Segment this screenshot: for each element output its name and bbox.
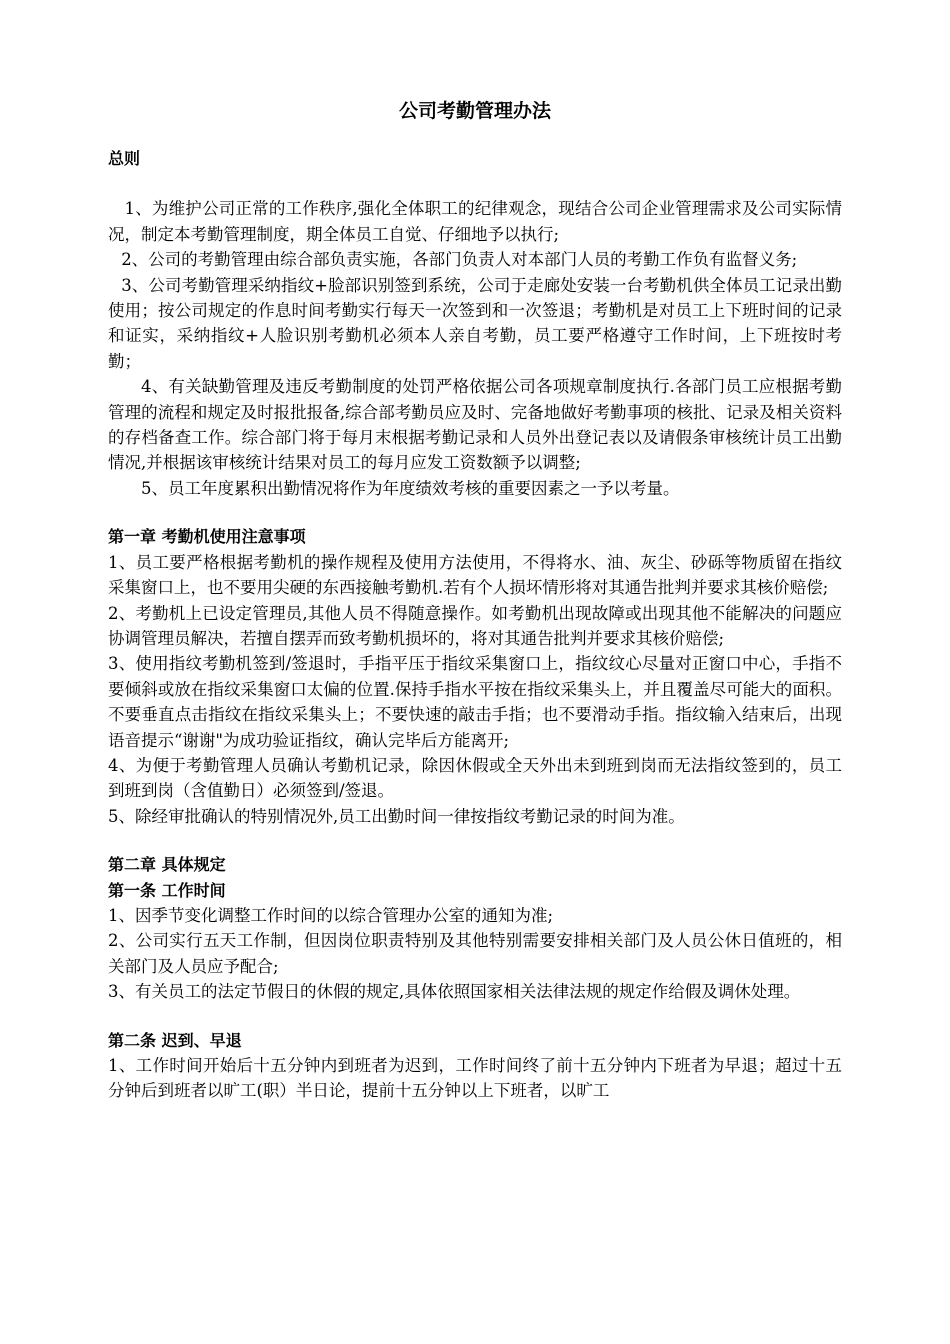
- general-item-3: 3、公司考勤管理采纳指纹+脸部识别签到系统，公司于走廊处安装一台考勤机供全体员工记录出勤使用；按公司规定的作息时间考勤实行每天一次签到和一次签退；考勤机是对员工上下班时间的记录和证实，采纳指纹+人脸识别考勤机必须本人亲自考勤，员工要严格遵守工作时间，上下班按时考勤；: [108, 275, 842, 371]
- chapter1-item-2: 2、考勤机上已设定管理员,其他人员不得随意操作。如考勤机出现故障或出现其他不能解决的问题应协调管理员解决，若擅自摆弄而致考勤机损坏的，将对其通告批判并要求其核价赔偿;: [108, 603, 842, 648]
- chapter1-item-5: 5、除经审批确认的特别情况外,员工出勤时间一律按指纹考勤记录的时间为准。: [108, 806, 685, 826]
- chapter1-heading: 第一章 考勤机使用注意事项: [108, 527, 306, 547]
- document-title: 公司考勤管理办法: [398, 100, 551, 122]
- spacer: [108, 829, 842, 852]
- chapter1-item-1: 1、员工要严格根据考勤机的操作规程及使用方法使用，不得将水、油、灰尘、砂砾等物质留在指纹采集窗口上，也不要用尖硬的东西接触考勤机.若有个人损坏情形将对其通告批判并要求其核价赔偿;: [108, 552, 842, 598]
- chapter1-item-4: 4、为便于考勤管理人员确认考勤机记录，除因休假或全天外出未到班到岗而无法指纹签到的，员工到班到岗（含值勤日）必须签到/签退。: [108, 755, 842, 801]
- general-item-2: 2、公司的考勤管理由综合部负责实施，各部门负责人对本部门人员的考勤工作负有监督义务;: [121, 250, 798, 270]
- spacer: [108, 501, 842, 524]
- article1-heading: 第一条 工作时间: [108, 880, 226, 900]
- chapter2-heading: 第二章 具体规定: [108, 855, 226, 875]
- document-body: [108, 96, 842, 1104]
- spacer: [108, 1005, 842, 1028]
- article2-item-1: 1、工作时间开始后十五分钟内到班者为迟到，工作时间终了前十五分钟内下班者为早退；超过十五分钟后到班者以旷工(职）半日论，提前十五分钟以上下班者，以旷工: [108, 1056, 842, 1101]
- general-item-1: 1、为维护公司正常的工作秩序,强化全体职工的纪律观念，现结合公司企业管理需求及公司实际情况，制定本考勤管理制度，期全体员工自觉、仔细地予以执行;: [108, 199, 842, 244]
- article1-item-1: 1、因季节变化调整工作时间的以综合管理办公室的通知为准;: [108, 905, 554, 925]
- general-item-4: 4、有关缺勤管理及违反考勤制度的处罚严格依据公司各项规章制度执行.各部门员工应根据考勤管理的流程和规定及时报批报备,综合部考勤员应及时、完备地做好考勤事项的核批、记录及相关资料的存档备查工作。综合部门将于每月末根据考勤记录和人员外出登记表以及请假条审核统计员工出勤情况,并根据该审核统计结果对员工的每月应发工资数额予以调整;: [108, 377, 842, 473]
- chapter1-item-3: 3、使用指纹考勤机签到/签退时，手指平压于指纹采集窗口上，指纹纹心尽量对正窗口中心，手指不要倾斜或放在指纹采集窗口太偏的位置.保持手指水平按在指纹采集头上，并且覆盖尽可能大的面积。不要垂直点击指纹在指纹采集头上；不要快速的敲击手指；也不要滑动手指。指纹输入结束后，出现语音提示“谢谢"为成功验证指纹，确认完毕后方能离开;: [108, 654, 842, 750]
- general-item-5: 5、员工年度累积出勤情况将作为年度绩效考核的重要因素之一予以考量。: [141, 478, 680, 498]
- article2-heading: 第二条 迟到、早退: [108, 1030, 242, 1050]
- general-heading: 总则: [108, 149, 141, 168]
- article1-item-2: 2、公司实行五天工作制，但因岗位职责特别及其他特别需要安排相关部门及人员公休日值班的，相关部门及人员应予配合;: [108, 931, 842, 976]
- spacer: [108, 171, 842, 196]
- article1-item-3: 3、有关员工的法定节假日的休假的规定,具体依照国家相关法律法规的规定作给假及调休处理。: [108, 982, 801, 1002]
